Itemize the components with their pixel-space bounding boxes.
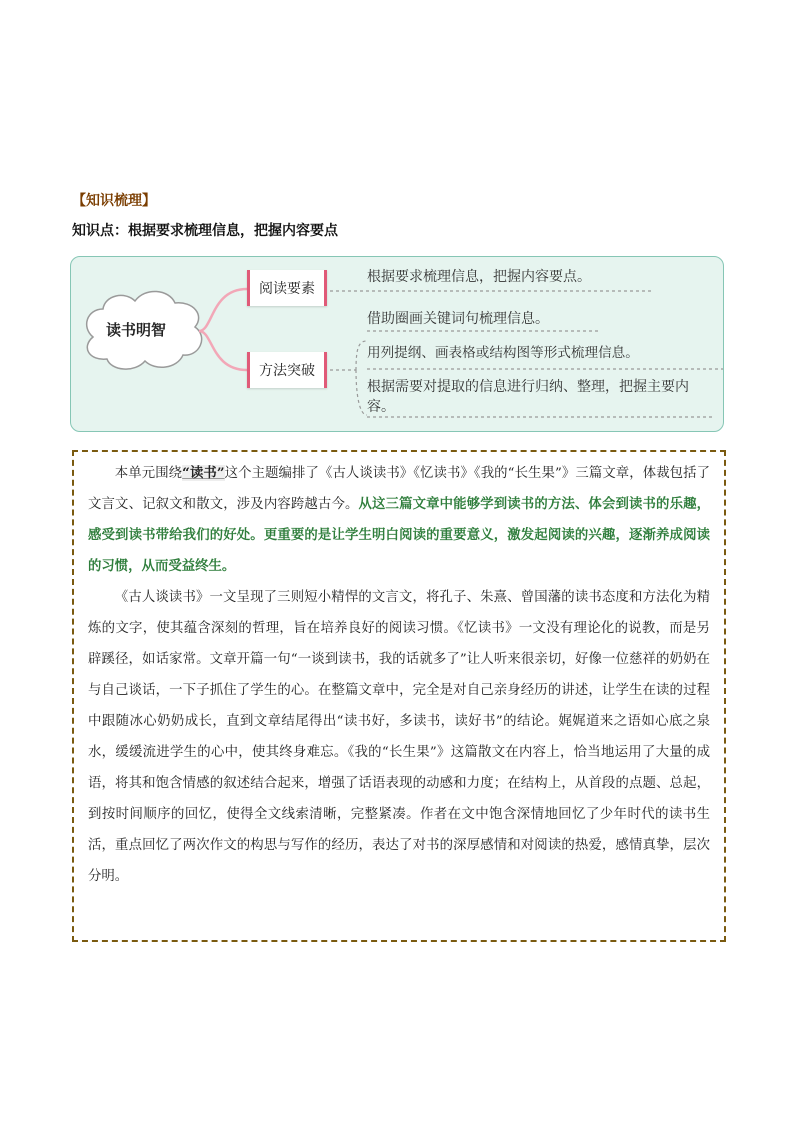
branch-reading-elements: 阅读要素 [247,270,327,306]
leaf-item: 根据要求梳理信息，把握内容要点。 [367,269,591,285]
branch-method-breakthrough: 方法突破 [247,352,327,388]
leaf-item: 根据需要对提取的信息进行归纳、整理，把握主要内容。 [367,379,689,415]
mind-map-root: 读书明智 [105,321,166,339]
paragraph-2: 《古人谈读书》一文呈现了三则短小精悍的文言文，将孔子、朱熹、曾国藩的读书态度和方法化为精炼的文字，使其蕴含深刻的哲理，旨在培养良好的阅读习惯。《忆读书》一文没有理论化的说教，而是另辟蹊径，如话家常。文章开篇一句“一谈到读书，我的话就多了”让人听来很亲切，好像一位慈祥的奶奶在与自己谈话，一下子抓住了学生的心。在整篇文章中，完全是对自己亲身经历的讲述，让学生在读的过程中跟随冰心奶奶成长，直到文章结尾得出“读书好，多读书，读好书”的结论。娓娓道来之语如心底之泉水，缓缓流进学生的心中，使其终身难忘。《我的“长生果”》这篇散文在内容上，恰当地运用了大量的成语，将其和饱含情感的叙述结合起来，增强了话语表现的动感和力度；在结构上，从首段的点题、总起，到按时间顺序的回忆，使得全文线索清晰，完整紧凑。作者在文中饱含深情地回忆了少年时代的读书生活，重点回忆了两次作文的构思与写作的经历，表达了对书的深厚感情和对阅读的热爱，感情真挚，层次分明。 [88,590,710,884]
paragraph-1-start: 本单元围绕 [114,466,183,481]
knowledge-point-title: 知识点：根据要求梳理信息，把握内容要点 [72,223,338,239]
mind-map [70,256,724,432]
paragraph-1 [88,458,710,582]
leaf-item: 借助圈画关键词句梳理信息。 [367,311,549,327]
section-title: 【知识梳理】 [72,193,156,209]
highlighted-sentence: 从这三篇文章中能够学到读书的方法、体会到读书的乐趣，感受到读书带给我们的好处。更重要的是让学生明白阅读的重要意义，激发起阅读的兴趣，逐渐养成阅读的习惯，从而受益终生。 [88,496,711,574]
branch-connectors [199,289,247,370]
passage-box [72,450,726,942]
highlighted-keyword: “读书” [182,465,225,481]
leaf-item: 用列提纲、画表格或结构图等形式梳理信息。 [367,345,639,361]
paragraph-1-middle: 这个主题编排了《古人谈读书》《忆读书》《我的“长生果”》三篇文章，体裁包括了文言文、记叙文和散文，涉及内容跨越古今。 [88,466,711,512]
